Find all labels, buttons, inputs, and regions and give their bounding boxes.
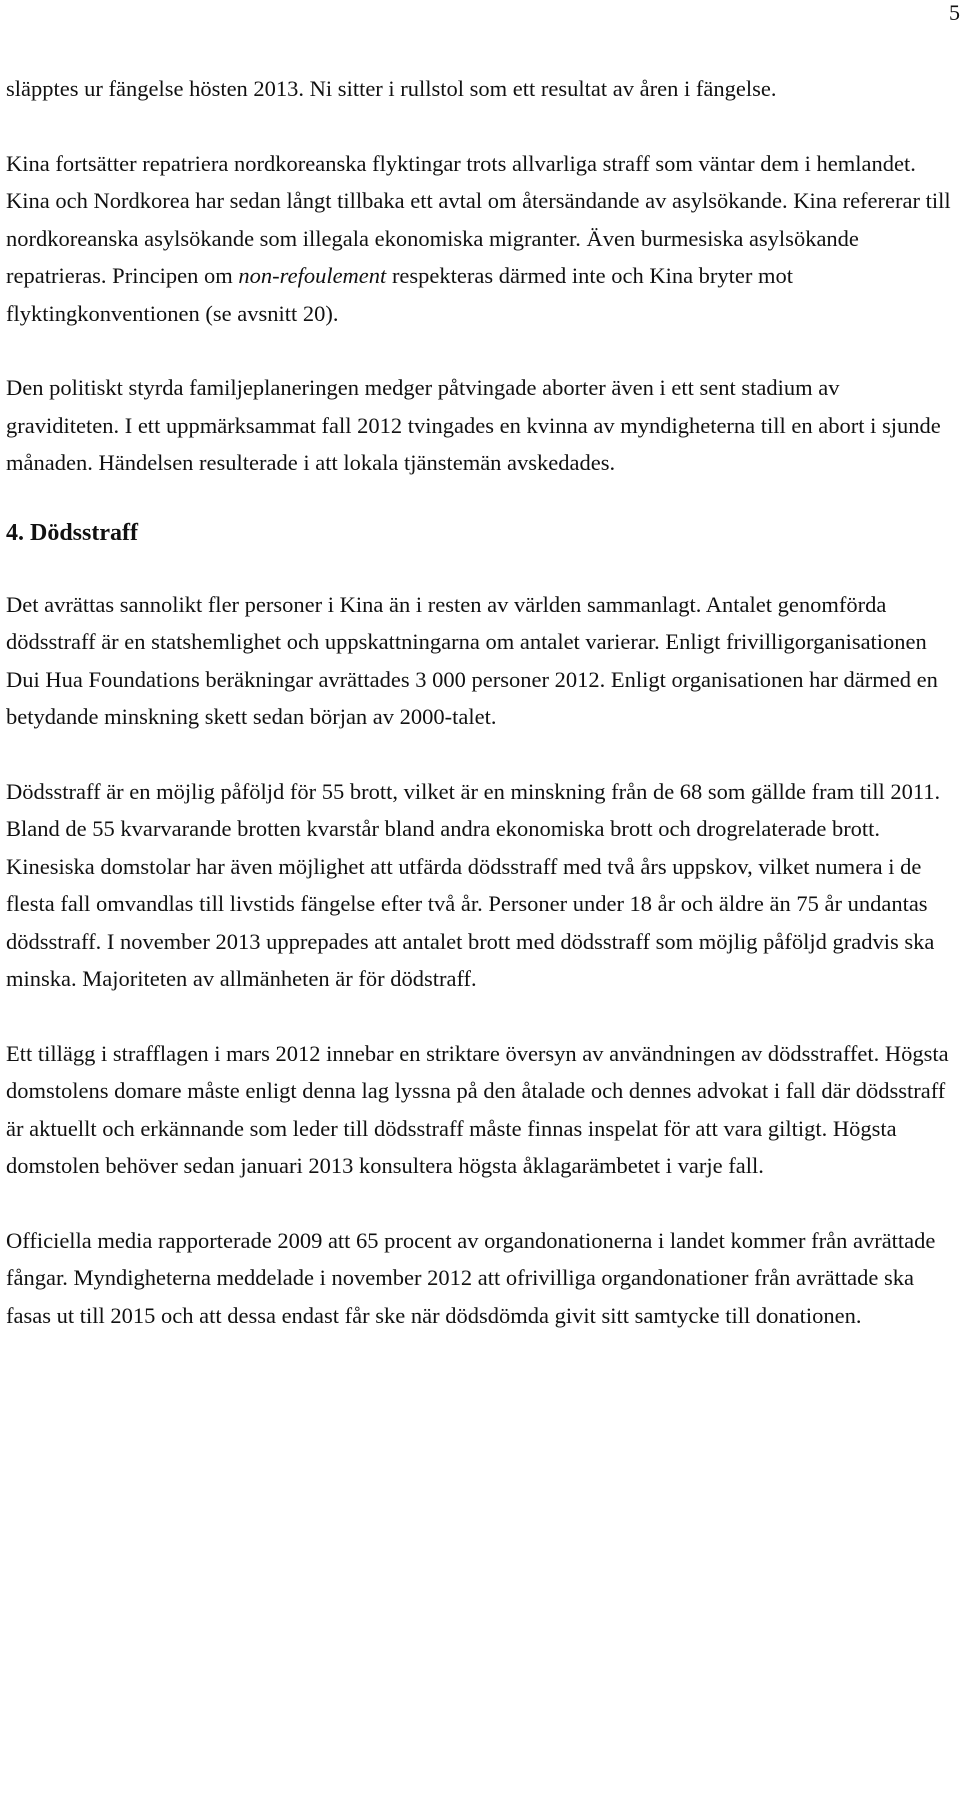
paragraph-executions: Det avrättas sannolikt fler personer i Kina än i resten av världen sammanlagt. Antalet genomförda dödsstraff är en statshemlighet och uppskattningarna om antalet varierar. Enligt frivilligorganisationen Dui Hua Foundations beräkningar avrättades 3 000 personer 2012. Enligt organisationen har därmed en betydande minskning skett sedan början av 2000-talet. bbox=[6, 591, 938, 729]
paragraph-continued: släpptes ur fängelse hösten 2013. Ni sitter i rullstol som ett resultat av åren i fängelse. bbox=[6, 76, 777, 101]
paragraph-organ-donations: Officiella media rapporterade 2009 att 65 procent av organdonationerna i landet kommer från avrättade fångar. Myndigheterna meddelade i november 2012 att ofrivilliga organdonationer från avrättade ska fasas ut till 2015 och att dessa endast får ske när dödsdömda givit sitt samtycke till donationen. bbox=[6, 1227, 936, 1328]
paragraph-text: Kina fortsätter repatriera nordkoreanska flyktingar trots allvarliga straff som väntar dem i hemlandet. Kina och Nordkorea har sedan långt tillbaka ett avtal om återsändande av asylsökande. Kina refererar till nordkoreanska asylsökande som illegala ekonomiska migranter. Även burmesiska asylsökande repatrieras. Principen om bbox=[6, 150, 951, 288]
paragraph-family-planning: Den politiskt styrda familjeplaneringen medger påtvingade aborter även i ett sent stadium av graviditeten. I ett uppmärksammat fall 2012 tvingades en kvinna av myndigheterna till en abort i sjunde månaden. Händelsen resulterade i att lokala tjänstemän avskedades. bbox=[6, 375, 941, 475]
page-body bbox=[6, 70, 954, 1334]
paragraph-repatriation bbox=[6, 145, 954, 333]
paragraph-text: respekteras därmed inte och Kina bryter mot flyktingkonventionen (se avsnitt 20). bbox=[6, 263, 794, 326]
section-heading: 4. Dödsstraff bbox=[6, 519, 138, 546]
paragraph-capital-crimes: Dödsstraff är en möjlig påföljd för 55 brott, vilket är en minskning från de 68 som gällde fram till 2011. Bland de 55 kvarvarande brotten kvarstår bland andra ekonomiska brott och drogrelaterade brott. Kinesiska domstolar har även möjlighet att utfärda dödsstraff med två års uppskov, vilket numera i de flesta fall omvandlas till livstids fängelse efter två år. Personer under 18 år och äldre än 75 år undantas dödsstraff. I november 2013 upprepades att antalet brott med dödsstraff som möjlig påföljd gradvis ska minska. Majoriteten av allmänheten är för dödstraff. bbox=[6, 778, 941, 991]
page-number: 5 bbox=[949, 0, 960, 25]
paragraph-law-amendment: Ett tillägg i strafflagen i mars 2012 innebar en striktare översyn av användningen av dödsstraffet. Högsta domstolens domare måste enligt denna lag lyssna på den åtalade och dennes advokat i fall där dödsstraff är aktuellt och erkännande som leder till dödsstraff måste finnas inspelat för att vara giltigt. Högsta domstolen behöver sedan januari 2013 konsultera högsta åklagarämbetet i varje fall. bbox=[6, 1040, 949, 1178]
italic-term: non-refoulement bbox=[238, 263, 387, 288]
